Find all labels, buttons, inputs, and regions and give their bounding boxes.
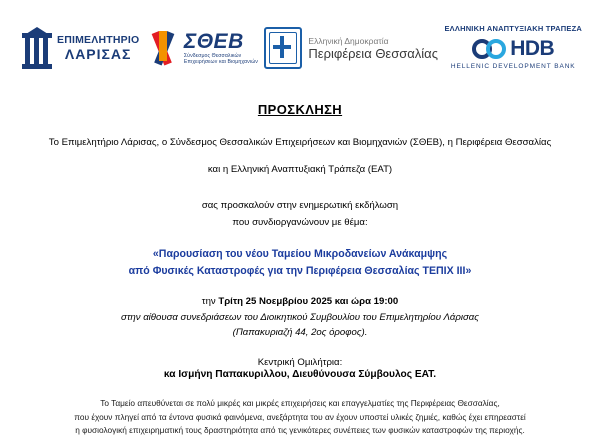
footnote	[60, 397, 540, 437]
event-datetime-value: Τρίτη 25 Νοεμβρίου 2025 και ώρα 19:00	[218, 296, 399, 308]
logo-chamber-of-larissa-text	[57, 34, 139, 63]
event-venue-line-1: στην αίθουσα συνεδριάσεων του Διοικητικού Συμβουλίου του Επιμελητηρίου Λάρισας	[121, 311, 479, 323]
page-title: ΠΡΟΣΚΛΗΣΗ	[257, 102, 343, 117]
logo-region-of-thessaly	[264, 27, 438, 69]
logo-hdb-wordmark: HDB	[510, 37, 555, 60]
logo-sthev	[146, 30, 258, 66]
invite-line-1: σας προσκαλούν στην ενημερωτική εκδήλωση	[201, 199, 399, 211]
footnote-line-2: που έχουν πληγεί από τα έντονα φυσικά φαινόμενα, ανεξάρτητα του αν έχουν υποστεί υλικές ζημιές, καθώς έχει επηρεαστεί	[74, 411, 526, 422]
invite-line-2: που συνδιοργανώνουν με θέμα:	[232, 216, 368, 228]
speaker-label: Κεντρική Ομιλήτρια:	[257, 357, 343, 369]
logo-sthev-text	[184, 30, 258, 66]
classical-building-icon	[22, 27, 52, 69]
logo-chamber-line-1: ΕΠΙΜΕΛΗΤΗΡΙΟ	[57, 33, 140, 46]
two-rings-icon	[472, 39, 506, 59]
logo-hellenic-development-bank	[444, 25, 582, 70]
event-datetime-line	[0, 294, 600, 309]
starburst-icon	[146, 30, 180, 66]
logo-hdb-top-text: ΕΛΛΗΝΙΚΗ ΑΝΑΠΤΥΞΙΑΚΗ ΤΡΑΠΕΖΑ	[444, 24, 582, 34]
intro-line-2: και η Ελληνική Αναπτυξιακή Τράπεζα (ΕΑΤ)	[207, 163, 393, 175]
logo-sthev-wordmark: ΣΘΕΒ	[183, 30, 244, 54]
event-headline-line-1: «Παρουσίαση του νέου Ταμείου Μικροδανείων Ανάκαμψης	[152, 248, 448, 261]
event-headline	[0, 246, 600, 280]
footnote-line-3: η φυσιολογική επιχειρηματική τους δραστηριότητα από τις γενικότερες συνέπειες των φυσικών καταστροφών της περιοχής.	[75, 425, 525, 436]
logo-region-line-2: Περιφέρεια Θεσσαλίας	[308, 45, 438, 61]
event-datetime-prefix: την	[201, 296, 219, 308]
speaker-name: κα Ισμήνη Παπακυριλλου, Διευθύνουσα Σύμβουλος ΕΑΤ.	[163, 369, 437, 381]
logo-chamber-line-2: ΛΑΡΙΣΑΣ	[64, 45, 132, 62]
logo-region-line-1: Ελληνική Δημοκρατία	[308, 35, 389, 46]
logo-chamber-of-larissa	[22, 27, 139, 69]
event-datetime-venue	[0, 294, 600, 340]
footnote-line-1: Το Ταμείο απευθύνεται σε πολύ μικρές και μικρές επιχειρήσεις και επαγγελματίες της Περιφέρειας Θεσσαλίας,	[100, 398, 500, 409]
intro-line-1: Το Επιμελητήριο Λάρισας, ο Σύνδεσμος Θεσσαλικών Επιχειρήσεων και Βιομηχανιών (ΣΘΕΒ), η Περιφέρεια Θεσσαλίας	[48, 137, 552, 148]
greek-emblem-icon	[264, 27, 302, 69]
logo-hdb-bottom-text: HELLENIC DEVELOPMENT BANK	[450, 63, 576, 71]
event-headline-line-2: από Φυσικές Καταστροφές για την Περιφέρεια Θεσσαλίας ΤΕΠΙΧ ΙΙΙ»	[128, 265, 472, 278]
logo-sthev-subtitle: Σύνδεσμος Θεσσαλικών Επιχειρήσεων και Βιομηχανιών	[183, 53, 258, 66]
event-venue-line-2: (Παπακυριαζή 44, 2ος όροφος).	[232, 327, 368, 338]
logo-bar	[0, 0, 600, 82]
logo-region-text	[308, 36, 438, 61]
